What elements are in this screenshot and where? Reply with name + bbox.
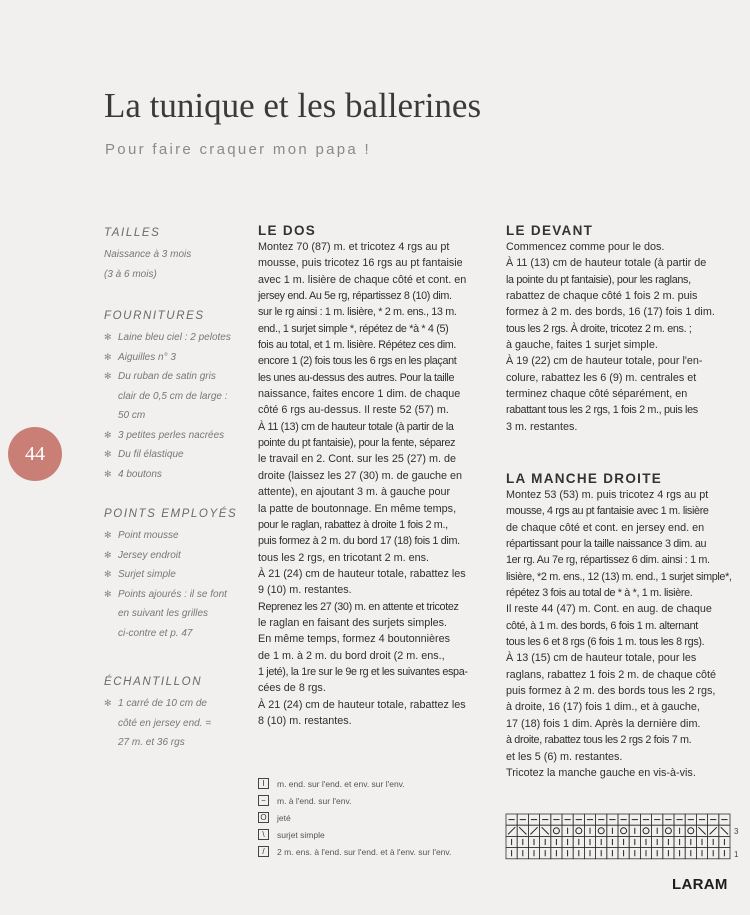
stitch-item-text: Jersey endroit bbox=[118, 549, 181, 561]
chart-cell bbox=[584, 848, 595, 859]
instruction-line: À 21 (24) cm de hauteur totale, rabattez les bbox=[258, 698, 466, 711]
chart-stitch-symbol bbox=[576, 828, 582, 834]
supply-item bbox=[104, 367, 244, 426]
stitch-item-line bbox=[104, 546, 244, 566]
instruction-line: En même temps, formez 4 boutonnières bbox=[258, 633, 451, 646]
supply-item-text: Du fil élastique bbox=[118, 449, 184, 460]
stitches-list bbox=[104, 526, 244, 643]
stitch-item bbox=[104, 526, 244, 546]
instruction-line: fois au total, et 1 m. lisière. Répétez ces dim. bbox=[258, 339, 457, 352]
supplies-heading: FOURNITURES bbox=[104, 310, 205, 322]
chart-stitch-symbol bbox=[508, 827, 515, 834]
sizes-line: Naissance à 3 mois bbox=[104, 249, 192, 260]
instruction-line: Montez 70 (87) m. et tricotez 4 rgs au pt bbox=[258, 241, 450, 253]
supply-item-text: clair de 0,5 cm de large : bbox=[118, 390, 228, 402]
supply-item-line bbox=[104, 406, 244, 426]
supply-item-line bbox=[104, 348, 244, 368]
back-instructions bbox=[258, 239, 468, 729]
supply-item-line bbox=[104, 426, 244, 446]
chart-cell bbox=[573, 814, 584, 825]
instruction-line: le travail en 2. Cont. sur les 25 (27) m. de bbox=[258, 453, 457, 466]
instruction-line: tous les 2 rgs. À droite, tricotez 2 m. ens. ; bbox=[506, 322, 692, 335]
chart-cell bbox=[517, 848, 528, 859]
instruction-line: À 11 (13) cm de hauteur totale (à partir de la bbox=[258, 420, 454, 433]
chart-stitch-symbol bbox=[519, 827, 526, 834]
stitches-heading: POINTS EMPLOYÉS bbox=[104, 508, 238, 520]
chart-cell bbox=[517, 825, 528, 836]
stitch-symbol-icon: I bbox=[258, 778, 269, 789]
chart-cell bbox=[663, 836, 674, 847]
instruction-line: mousse, 4 rgs au pt fantaisie avec 1 m. lisière bbox=[506, 505, 709, 518]
chart-cell bbox=[618, 814, 629, 825]
stitch-symbol-icon: O bbox=[258, 812, 269, 823]
chart-cell bbox=[663, 848, 674, 859]
instruction-line: de 1 m. à 2 m. du bord droit (2 m. ens., bbox=[258, 649, 445, 662]
instruction-line: répartissant pour la taille naissance 3 dim. au bbox=[506, 538, 707, 551]
stitch-item-text: Points ajourés : il se font bbox=[118, 588, 227, 600]
supply-item bbox=[104, 328, 244, 348]
chart-cell bbox=[551, 836, 562, 847]
instruction-line: à gauche, faites 1 surjet simple. bbox=[506, 339, 658, 352]
chart-cell bbox=[573, 848, 584, 859]
chart-cell bbox=[551, 848, 562, 859]
stitch-symbol-icon: / bbox=[258, 846, 269, 857]
snowflake-bullet-icon: ✻ bbox=[104, 698, 112, 708]
chart-cell bbox=[719, 836, 730, 847]
sizes-list bbox=[104, 245, 244, 284]
instruction-line: Reprenez les 27 (30) m. en attente et tricotez bbox=[258, 600, 459, 613]
supply-item-line bbox=[104, 445, 244, 465]
chart-cell bbox=[685, 825, 696, 836]
instruction-line: À 21 (24) cm de hauteur totale, rabattez les bbox=[258, 567, 466, 580]
instruction-line: cées de 8 rgs. bbox=[258, 682, 326, 695]
chart-cell bbox=[528, 848, 539, 859]
legend-row bbox=[258, 792, 451, 809]
snowflake-bullet-icon: ✻ bbox=[104, 569, 112, 579]
stitch-item bbox=[104, 565, 244, 585]
chart-cell bbox=[607, 836, 618, 847]
chart-cell bbox=[674, 814, 685, 825]
chart-cell bbox=[584, 825, 595, 836]
snowflake-bullet-icon: ✻ bbox=[104, 468, 112, 479]
supply-item-text: Du ruban de satin gris bbox=[118, 371, 216, 382]
page-title: La tunique et les ballerines bbox=[104, 86, 482, 125]
instruction-line: à droite, rabattez tous les 2 rgs 2 fois 7 m. bbox=[506, 734, 692, 747]
stitch-item-text: Point mousse bbox=[118, 530, 179, 541]
stitch-item-line bbox=[104, 624, 244, 644]
instruction-line: raglans, rabattez 1 fois 2 m. de chaque côté bbox=[506, 668, 717, 681]
gauge-item-line bbox=[104, 714, 244, 734]
chart-cell bbox=[551, 814, 562, 825]
instruction-line: puis formez à 2 m. des bords tous les 2 rgs, bbox=[506, 685, 716, 698]
chart-row-label: 1 bbox=[734, 849, 739, 859]
legend-row bbox=[258, 775, 451, 792]
chart-cell bbox=[596, 814, 607, 825]
instruction-line: Montez 53 (53) m. puis tricotez 4 rgs au pt bbox=[506, 489, 709, 501]
chart-cell bbox=[540, 836, 551, 847]
gauge-heading: ÉCHANTILLON bbox=[104, 676, 203, 688]
chart-stitch-symbol bbox=[721, 827, 728, 834]
chart-cell bbox=[652, 814, 663, 825]
instruction-line: 3 m. restantes. bbox=[506, 420, 578, 433]
chart-cell bbox=[573, 825, 584, 836]
instruction-line: colure, rabattez les 6 (9) m. centrales et bbox=[506, 371, 697, 384]
chart-cell bbox=[540, 825, 551, 836]
chart-cell bbox=[708, 814, 719, 825]
instruction-line: répétez 3 fois au total de * à *, 1 m. lisière. bbox=[506, 587, 693, 600]
chart-cell bbox=[607, 848, 618, 859]
instruction-line: 1er rg. Au 7e rg, répartissez 6 dim. ainsi : 1 m. bbox=[506, 554, 710, 567]
instruction-line: avec 1 m. lisière de chaque côté et cont. en bbox=[258, 273, 467, 286]
instruction-line: et les 5 (6) m. restantes. bbox=[506, 750, 623, 763]
stitch-item-line bbox=[104, 565, 244, 585]
chart-cell bbox=[506, 848, 517, 859]
snowflake-bullet-icon: ✻ bbox=[104, 351, 112, 362]
chart-cell bbox=[562, 814, 573, 825]
chart-cell bbox=[719, 848, 730, 859]
instruction-line: 1 jeté), la 1re sur le 9e rg et les suivantes espa- bbox=[258, 665, 468, 678]
chart-cell bbox=[652, 836, 663, 847]
instruction-line: la patte de boutonnage. En même temps, bbox=[258, 502, 457, 515]
chart-cell bbox=[528, 814, 539, 825]
sizes-heading: TAILLES bbox=[104, 227, 161, 239]
snowflake-bullet-icon: ✻ bbox=[104, 588, 112, 599]
supply-item bbox=[104, 348, 244, 368]
front-heading: LE DEVANT bbox=[506, 223, 594, 238]
instruction-line: à droite, 16 (17) fois 1 dim., et à gauche, bbox=[506, 701, 700, 714]
supply-item-line bbox=[104, 465, 244, 485]
instruction-line: terminez chaque côté séparément, en bbox=[506, 388, 688, 401]
gauge-item-line bbox=[104, 694, 244, 714]
chart-cell bbox=[562, 836, 573, 847]
chart-cell bbox=[696, 825, 707, 836]
supply-item-line bbox=[104, 387, 244, 407]
instruction-line: pointe du pt fantaisie), pour la fente, séparez bbox=[258, 437, 456, 450]
chart-cell bbox=[607, 814, 618, 825]
sleeve-instructions bbox=[506, 487, 732, 781]
stitch-symbol-icon: − bbox=[258, 795, 269, 806]
snowflake-bullet-icon: ✻ bbox=[104, 549, 112, 560]
chart-cell bbox=[596, 825, 607, 836]
chart-cell bbox=[596, 836, 607, 847]
chart-cell bbox=[562, 825, 573, 836]
instruction-line: naissance, faites encore 1 dim. de chaque bbox=[258, 388, 461, 401]
instruction-line: formez à 2 m. des bords, 16 (17) fois 1 dim. bbox=[506, 306, 715, 319]
instruction-line: mousse, puis tricotez 16 rgs au pt fantaisie bbox=[258, 257, 463, 270]
chart-cell bbox=[663, 814, 674, 825]
stitch-item-line bbox=[104, 526, 244, 546]
chart-cell bbox=[517, 814, 528, 825]
instruction-line: 17 (18) fois 1 dim. Après la dernière dim. bbox=[506, 717, 701, 730]
chart-stitch-symbol bbox=[553, 828, 559, 834]
stitch-item-text: en suivant les grilles bbox=[118, 608, 209, 619]
chart-cell bbox=[584, 814, 595, 825]
legend-row bbox=[258, 843, 451, 860]
chart-cell bbox=[573, 836, 584, 847]
supply-item bbox=[104, 465, 244, 485]
chart-stitch-symbol bbox=[643, 828, 649, 834]
chart-cell bbox=[696, 836, 707, 847]
chart-cell bbox=[629, 836, 640, 847]
instruction-line: puis formez à 2 m. du bord 17 (18) fois 1 dim. bbox=[258, 535, 460, 548]
instruction-line: Il reste 44 (47) m. Cont. en aug. de chaque bbox=[506, 603, 712, 616]
instruction-line: sur le rg ainsi : 1 m. lisière, * 2 m. ens., 13 m. bbox=[258, 306, 457, 319]
instruction-line: À 13 (15) cm de hauteur totale, pour les bbox=[506, 652, 697, 665]
stitches-section bbox=[104, 508, 244, 643]
legend-label: m. end. sur l'end. et env. sur l'env. bbox=[277, 778, 405, 789]
back-heading: LE DOS bbox=[258, 223, 317, 238]
stitch-chart bbox=[505, 813, 739, 865]
sizes-line: (3 à 6 mois) bbox=[104, 268, 157, 280]
chart-cell bbox=[719, 825, 730, 836]
stitch-symbol-icon: \ bbox=[258, 829, 269, 840]
chart-cell bbox=[663, 825, 674, 836]
chart-stitch-symbol bbox=[598, 828, 604, 834]
gauge-item bbox=[104, 694, 244, 753]
chart-cell bbox=[540, 848, 551, 859]
chart-stitch-symbol bbox=[621, 828, 627, 834]
snowflake-bullet-icon: ✻ bbox=[104, 449, 112, 459]
supplies-list bbox=[104, 328, 244, 484]
instruction-line: les unes au-dessus des autres. Pour la taille bbox=[258, 371, 455, 384]
gauge-section bbox=[104, 676, 244, 753]
instruction-line: côté 6 rgs au-dessus. Il reste 52 (57) m. bbox=[258, 404, 449, 417]
chart-stitch-symbol bbox=[698, 827, 705, 834]
gauge-item-text: 1 carré de 10 cm de bbox=[118, 698, 207, 709]
snowflake-bullet-icon: ✻ bbox=[104, 332, 112, 342]
chart-cell bbox=[640, 814, 651, 825]
instruction-line: À 19 (22) cm de hauteur totale, pour l'en- bbox=[506, 355, 703, 368]
chart-cell bbox=[506, 825, 517, 836]
supply-item bbox=[104, 426, 244, 446]
chart-cell bbox=[618, 848, 629, 859]
chart-cell bbox=[640, 848, 651, 859]
sleeve-section bbox=[506, 470, 732, 781]
instruction-line: end., 1 surjet simple *, répétez de *à * 4 (5) bbox=[258, 322, 449, 335]
page-number-badge: 44 bbox=[8, 427, 62, 481]
supply-item-text: Aiguilles n° 3 bbox=[118, 351, 176, 363]
chart-cell bbox=[607, 825, 618, 836]
sizes-section bbox=[104, 227, 244, 284]
chart-cell bbox=[674, 836, 685, 847]
chart-cell bbox=[584, 836, 595, 847]
stitch-chart-grid bbox=[505, 813, 731, 860]
chart-stitch-symbol bbox=[530, 827, 537, 834]
chart-cell bbox=[551, 825, 562, 836]
chart-cell bbox=[618, 825, 629, 836]
publisher-logo: LARAM bbox=[672, 876, 728, 893]
instruction-line: Commencez comme pour le dos. bbox=[506, 241, 665, 253]
chart-cell bbox=[674, 825, 685, 836]
chart-cell bbox=[696, 814, 707, 825]
stitch-item-line bbox=[104, 585, 244, 605]
chart-cell bbox=[674, 848, 685, 859]
instruction-line: encore 1 (2) fois tous les 6 rgs en les plaçant bbox=[258, 355, 457, 368]
chart-cell bbox=[596, 848, 607, 859]
legend-label: surjet simple bbox=[277, 829, 325, 840]
chart-stitch-symbol bbox=[688, 828, 694, 834]
instruction-line: tous les 2 rgs, en tricotant 2 m. ens. bbox=[258, 551, 430, 564]
chart-cell bbox=[629, 814, 640, 825]
stitch-legend bbox=[258, 775, 451, 860]
chart-stitch-symbol bbox=[542, 827, 549, 834]
chart-cell bbox=[506, 836, 517, 847]
supply-item-line bbox=[104, 367, 244, 387]
stitch-item bbox=[104, 585, 244, 644]
supply-item-text: 50 cm bbox=[118, 410, 146, 421]
supply-item-text: 3 petites perles nacrées bbox=[118, 429, 225, 441]
snowflake-bullet-icon: ✻ bbox=[104, 371, 112, 381]
legend-row bbox=[258, 826, 451, 843]
chart-cell bbox=[708, 848, 719, 859]
supply-item-line bbox=[104, 328, 244, 348]
instruction-line: rabattez de chaque côté 1 fois 2 m. puis bbox=[506, 290, 698, 303]
chart-stitch-symbol bbox=[665, 828, 671, 834]
sleeve-heading: LA MANCHE DROITE bbox=[506, 471, 663, 486]
legend-label: m. à l'end. sur l'env. bbox=[277, 795, 352, 806]
gauge-list bbox=[104, 694, 244, 753]
chart-cell bbox=[719, 814, 730, 825]
legend-label: jeté bbox=[277, 812, 291, 823]
instruction-line: tous les 6 et 8 rgs (6 fois 1 m. tous les 8 rgs). bbox=[506, 636, 705, 649]
instruction-line: 8 (10) m. restantes. bbox=[258, 714, 352, 727]
chart-stitch-symbol bbox=[710, 827, 717, 834]
chart-cell bbox=[708, 836, 719, 847]
supply-item-text: 4 boutons bbox=[118, 468, 162, 480]
stitch-item-text: Surjet simple bbox=[118, 569, 176, 580]
chart-cell bbox=[652, 825, 663, 836]
chart-cell bbox=[517, 836, 528, 847]
snowflake-bullet-icon: ✻ bbox=[104, 530, 112, 540]
instruction-line: la pointe du pt fantaisie), pour les raglans, bbox=[506, 273, 691, 286]
instruction-line: Tricotez la manche gauche en vis-à-vis. bbox=[506, 766, 696, 779]
front-instructions bbox=[506, 239, 715, 435]
stitch-item bbox=[104, 546, 244, 566]
front-section bbox=[506, 222, 715, 435]
instruction-line: droite (laissez les 27 (30) m. de gauche en bbox=[258, 469, 463, 482]
stitch-item-line bbox=[104, 604, 244, 624]
supply-item bbox=[104, 445, 244, 465]
legend-label: 2 m. ens. à l'end. sur l'end. et à l'env. sur l'env. bbox=[277, 846, 452, 857]
page-subtitle: Pour faire craquer mon papa ! bbox=[105, 141, 371, 158]
instruction-line: À 11 (13) cm de hauteur totale (à partir de bbox=[506, 257, 707, 270]
gauge-item-text: côté en jersey end. = bbox=[118, 717, 212, 729]
gauge-item-line bbox=[104, 733, 244, 753]
chart-cell bbox=[685, 836, 696, 847]
instruction-line: côté, à 1 m. des bords, 6 fois 1 m. alternant bbox=[506, 619, 698, 632]
instruction-line: de chaque côté et cont. en jersey end. en bbox=[506, 521, 705, 534]
chart-cell bbox=[652, 848, 663, 859]
chart-cell bbox=[640, 825, 651, 836]
instruction-line: lisière, *2 m. ens., 12 (13) m. end., 1 surjet simple*, bbox=[506, 570, 732, 583]
chart-cell bbox=[629, 825, 640, 836]
chart-cell bbox=[562, 848, 573, 859]
back-section bbox=[258, 222, 468, 729]
snowflake-bullet-icon: ✻ bbox=[104, 429, 112, 440]
chart-cell bbox=[528, 825, 539, 836]
chart-cell bbox=[708, 825, 719, 836]
instruction-line: pour le raglan, rabattez à droite 1 fois 2 m., bbox=[258, 518, 448, 531]
legend-row bbox=[258, 809, 451, 826]
supplies-section bbox=[104, 310, 244, 484]
chart-cell bbox=[685, 814, 696, 825]
instruction-line: rabattant tous les 2 rgs, 1 fois 2 m., puis les bbox=[506, 404, 698, 417]
instruction-line: 9 (10) m. restantes. bbox=[258, 584, 352, 597]
gauge-item-text: 27 m. et 36 rgs bbox=[118, 737, 185, 748]
chart-cell bbox=[696, 848, 707, 859]
instruction-line: jersey end. Au 5e rg, répartissez 8 (10) dim. bbox=[258, 290, 452, 303]
stitch-item-text: ci-contre et p. 47 bbox=[118, 627, 193, 639]
chart-cell bbox=[528, 836, 539, 847]
chart-cell bbox=[640, 836, 651, 847]
chart-cell bbox=[629, 848, 640, 859]
chart-cell bbox=[506, 814, 517, 825]
instruction-line: le raglan en faisant des surjets simples. bbox=[258, 616, 448, 629]
chart-cell bbox=[540, 814, 551, 825]
instruction-line: attente), en ajoutant 3 m. à gauche pour bbox=[258, 486, 451, 499]
chart-cell bbox=[685, 848, 696, 859]
chart-cell bbox=[618, 836, 629, 847]
chart-row-label: 3 bbox=[734, 827, 739, 837]
supply-item-text: Laine bleu ciel : 2 pelotes bbox=[118, 332, 231, 343]
